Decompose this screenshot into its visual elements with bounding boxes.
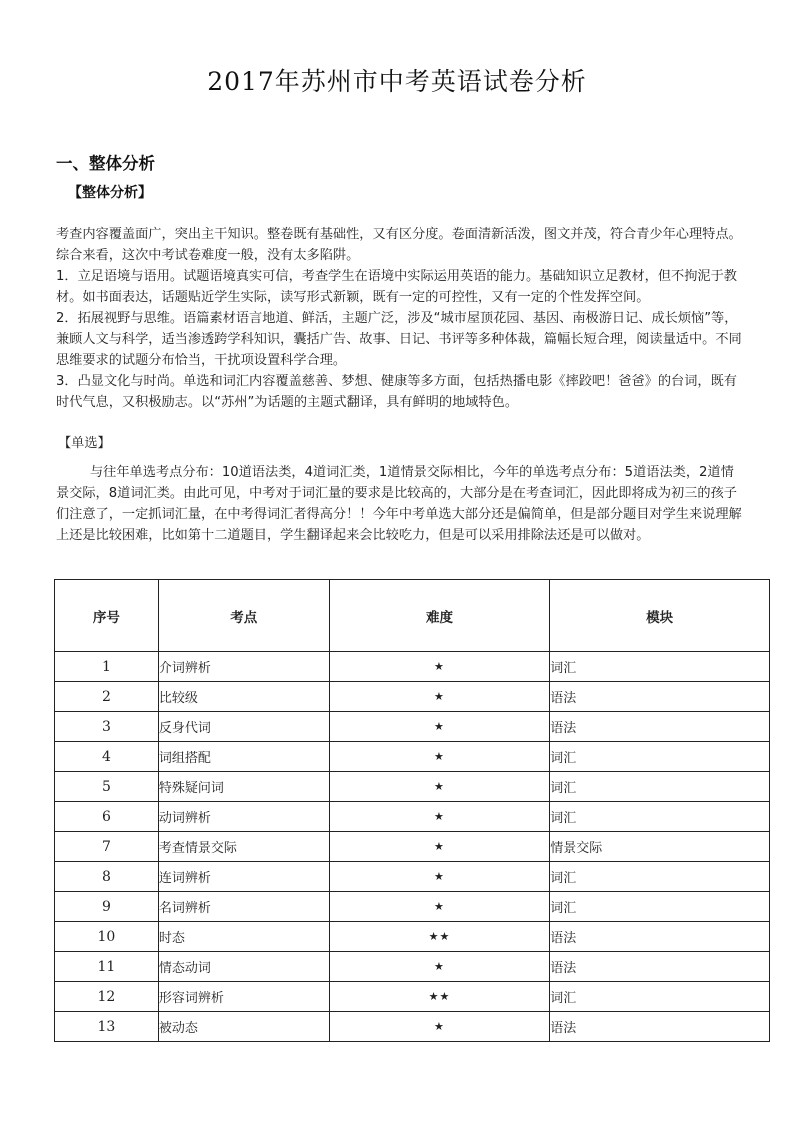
table-header-row	[55, 580, 770, 652]
table-row	[55, 982, 770, 1012]
cell-difficulty: ★	[329, 1012, 550, 1042]
cell-difficulty: ★	[329, 682, 550, 712]
cell-module: 词汇	[550, 772, 770, 802]
cell-module: 语法	[550, 712, 770, 742]
cell-module: 语法	[550, 1012, 770, 1042]
subheading-overall: 【整体分析】	[68, 185, 152, 201]
table-row	[55, 892, 770, 922]
cell-module: 词汇	[550, 982, 770, 1012]
cell-exam-point: 特殊疑问词	[158, 772, 329, 802]
cell-number: 9	[55, 892, 159, 922]
cell-exam-point: 比较级	[158, 682, 329, 712]
section-heading-overall: 一、整体分析	[56, 154, 155, 173]
overall-point-3: 3．凸显文化与时尚。单选和词汇内容覆盖慈善、梦想、健康等多方面，包括热播电影《摔跤吧！爸爸》的台词，既有时代气息，又积极励志。以“苏州”为话题的主题式翻译，具有鲜明的地域特色。	[56, 374, 737, 410]
cell-exam-point: 形容词辨析	[158, 982, 329, 1012]
table-body	[55, 652, 770, 1042]
header-difficulty: 难度	[329, 580, 550, 652]
cell-module: 词汇	[550, 802, 770, 832]
cell-exam-point: 情态动词	[158, 952, 329, 982]
cell-difficulty: ★	[329, 742, 550, 772]
cell-number: 3	[55, 712, 159, 742]
table-row	[55, 922, 770, 952]
cell-number: 5	[55, 772, 159, 802]
header-module: 模块	[550, 580, 770, 652]
cell-exam-point: 名词辨析	[158, 892, 329, 922]
overall-point-1: 1．立足语境与语用。试题语境真实可信，考查学生在语境中实际运用英语的能力。基础知识立足教材，但不拘泥于教材。如书面表达，话题贴近学生实际，读写形式新颖，既有一定的可控性，又有一定的个性发挥空间。	[56, 269, 737, 305]
cell-difficulty: ★	[329, 652, 550, 682]
table-row	[55, 832, 770, 862]
cell-number: 6	[55, 802, 159, 832]
cell-exam-point: 连词辨析	[158, 862, 329, 892]
overall-point-2: 2．拓展视野与思维。语篇素材语言地道、鲜活，主题广泛，涉及“城市屋顶花园、基因、南极游日记、成长烦恼”等，兼顾人文与科学，适当渗透跨学科知识，囊括广告、故事、日记、书评等多种体裁，篇幅长短合理，阅读量适中。不同思维要求的试题分布恰当，干扰项设置科学合理。	[56, 311, 742, 368]
cell-exam-point: 被动态	[158, 1012, 329, 1042]
table-row	[55, 802, 770, 832]
cell-exam-point: 词组搭配	[158, 742, 329, 772]
cell-exam-point: 时态	[158, 922, 329, 952]
cell-difficulty: ★★	[329, 982, 550, 1012]
cell-number: 8	[55, 862, 159, 892]
cell-module: 词汇	[550, 862, 770, 892]
cell-module: 词汇	[550, 742, 770, 772]
table-row	[55, 652, 770, 682]
overall-paragraph: 考查内容覆盖面广，突出主干知识。整卷既有基础性，又有区分度。卷面清新活泼，图文并茂，符合青少年心理特点。综合来看，这次中考试卷难度一般，没有太多陷阱。	[56, 227, 742, 263]
table-row	[55, 712, 770, 742]
cell-difficulty: ★	[329, 862, 550, 892]
cell-exam-point: 动词辨析	[158, 802, 329, 832]
cell-number: 7	[55, 832, 159, 862]
table-row	[55, 952, 770, 982]
cell-number: 12	[55, 982, 159, 1012]
cell-number: 10	[55, 922, 159, 952]
cell-number: 2	[55, 682, 159, 712]
header-point: 考点	[158, 580, 329, 652]
cell-difficulty: ★	[329, 772, 550, 802]
cell-number: 13	[55, 1012, 159, 1042]
cell-module: 词汇	[550, 892, 770, 922]
exam-points-table	[54, 579, 770, 1042]
cell-difficulty: ★	[329, 892, 550, 922]
cell-module: 语法	[550, 952, 770, 982]
cell-module: 语法	[550, 682, 770, 712]
cell-module: 语法	[550, 922, 770, 952]
cell-difficulty: ★	[329, 802, 550, 832]
header-number: 序号	[55, 580, 159, 652]
table-row	[55, 742, 770, 772]
table-row	[55, 862, 770, 892]
cell-exam-point: 介词辨析	[158, 652, 329, 682]
table-row	[55, 772, 770, 802]
cell-difficulty: ★★	[329, 922, 550, 952]
table-row	[55, 682, 770, 712]
subheading-single-choice: 【单选】	[58, 436, 111, 451]
page-title: 2017年苏州市中考英语试卷分析	[207, 67, 587, 96]
cell-module: 词汇	[550, 652, 770, 682]
cell-number: 11	[55, 952, 159, 982]
cell-difficulty: ★	[329, 712, 550, 742]
cell-number: 1	[55, 652, 159, 682]
single-choice-paragraph: 与往年单选考点分布：10道语法类，4道词汇类，1道情景交际相比，今年的单选考点分布：5道语法类，2道情景交际，8道词汇类。由此可见，中考对于词汇量的要求是比较高的，大部分是在考查词汇，因此即将成为初三的孩子们注意了，一定抓词汇量，在中考得词汇者得高分！！今年中考单选大部分还是偏简单，但是部分题目对学生来说理解上还是比较困难，比如第十二道题目，学生翻译起来会比较吃力，但是可以采用排除法还是可以做对。	[56, 465, 742, 543]
cell-exam-point: 反身代词	[158, 712, 329, 742]
table-row	[55, 1012, 770, 1042]
cell-difficulty: ★	[329, 832, 550, 862]
cell-module: 情景交际	[550, 832, 770, 862]
cell-exam-point: 考查情景交际	[158, 832, 329, 862]
cell-number: 4	[55, 742, 159, 772]
cell-difficulty: ★	[329, 952, 550, 982]
